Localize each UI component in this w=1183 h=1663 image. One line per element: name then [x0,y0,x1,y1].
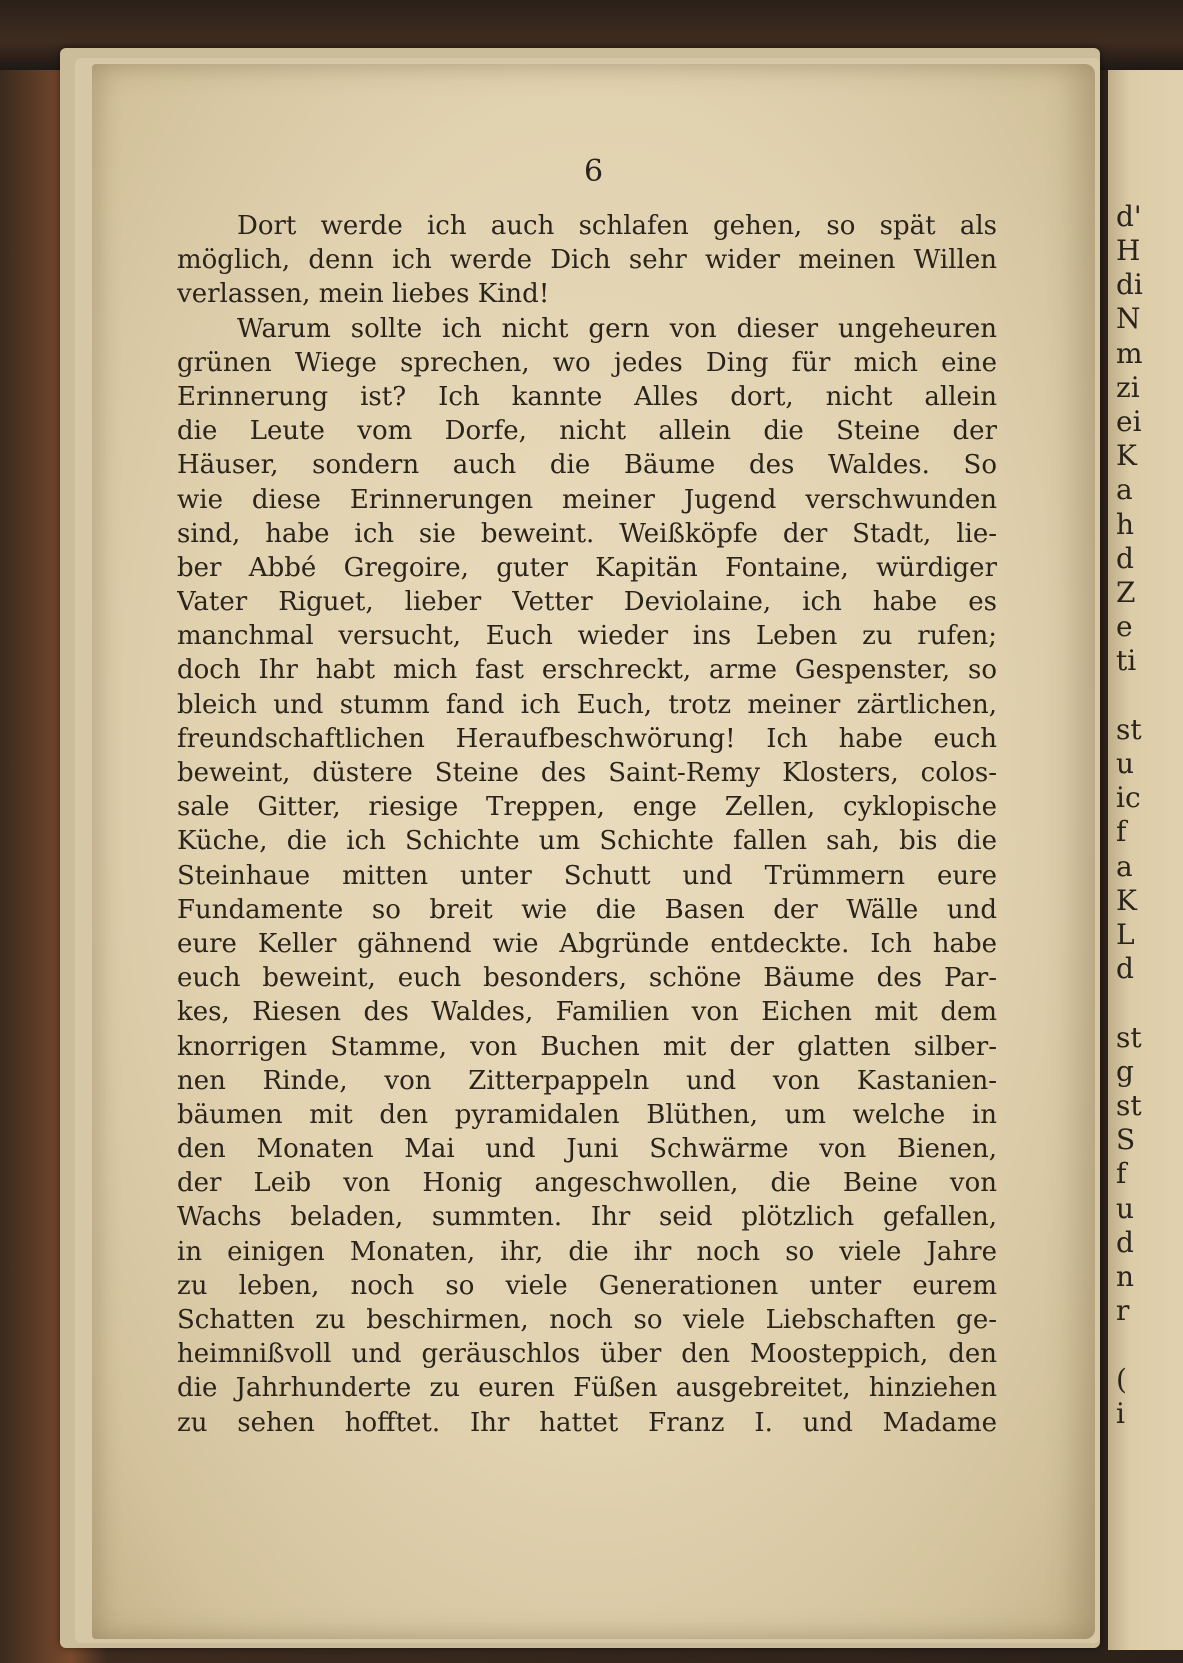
text-line: die Leute vom Dorfe, nicht allein die Steine der [177,416,997,447]
left-page [92,64,1095,1639]
text-line: nen Rinde, von Zitterpappeln und von Kastanien- [177,1065,997,1096]
text-line: sind, habe ich sie beweint. Weißköpfe der Stadt, lie- [177,518,997,549]
facing-page-fragment: N [1116,302,1141,336]
text-line: ber Abbé Gregoire, guter Kapitän Fontaine, würdiger [177,552,997,583]
text-line: Vater Riguet, lieber Vetter Deviolaine, ich habe es [177,587,997,618]
facing-page-fragment: ei [1116,405,1142,438]
facing-page-fragment: f [1116,815,1127,849]
facing-page-fragment: di [1116,268,1143,302]
text-line: grünen Wiege sprechen, wo jedes Ding für mich eine [177,347,997,378]
text-line: zu leben, noch so viele Generationen unter eurem [177,1270,997,1301]
facing-page-fragment: d [1116,952,1134,986]
text-line: möglich, denn ich werde Dich sehr wider meinen Willen [177,245,997,276]
page-number: 6 [583,154,604,189]
facing-page-fragment: ti [1116,644,1137,678]
facing-page-fragment: a [1116,849,1133,883]
text-line: Häuser, sondern auch die Bäume des Waldes. So [177,450,997,481]
text-line: Warum sollte ich nicht gern von dieser ungeheuren [237,313,997,344]
facing-page-fragment: st [1116,1020,1142,1054]
facing-page-fragment: K [1116,439,1137,473]
facing-page-fragment: g [1116,1054,1134,1088]
text-line: Fundamente so breit wie die Basen der Wälle und [177,894,997,925]
text-line: in einigen Monaten, ihr, die ihr noch so viele Jahre [177,1236,997,1267]
text-line: verlassen, mein liebes Kind! [177,279,550,310]
text-line: Erinnerung ist? Ich kannte Alles dort, nicht allein [177,381,997,412]
facing-page-fragment: d [1116,541,1134,575]
facing-page-edge [1108,70,1183,1650]
text-line: Dort werde ich auch schlafen gehen, so spät als [237,211,997,241]
facing-page-fragment: a [1116,473,1133,507]
facing-page-fragment: m [1116,336,1143,370]
facing-page-fragment: n [1116,1260,1135,1293]
text-line: freundschaftlichen Heraufbeschwörung! Ich habe euch [177,723,997,754]
text-line: Schatten zu beschirmen, noch so viele Liebschaften ge- [177,1305,997,1335]
facing-page-fragment: S [1116,1123,1136,1157]
facing-page-fragment: r [1116,1294,1130,1328]
facing-page-fragment: ( [1116,1362,1127,1396]
facing-page-fragment: e [1116,610,1133,644]
text-line: beweint, düstere Steine des Saint-Remy Klosters, colos- [177,758,997,788]
text-line: der Leib von Honig angeschwollen, die Beine von [177,1168,997,1199]
text-line: kes, Riesen des Waldes, Familien von Eichen mit dem [177,997,997,1028]
text-line: Küche, die ich Schichte um Schichte fallen sah, bis die [177,826,997,857]
text-line: euch beweint, euch besonders, schöne Bäume des Par- [177,963,997,994]
facing-page-fragment: st [1116,1089,1142,1122]
facing-page-fragment: d [1116,1225,1134,1259]
text-line: sale Gitter, riesige Treppen, enge Zellen, cyklopische [177,792,997,823]
text-line: zu sehen hofftet. Ihr hattet Franz I. und Madame [177,1407,997,1438]
facing-page-fragment: H [1116,234,1141,267]
facing-page-fragment: Z [1116,576,1136,609]
text-line: den Monaten Mai und Juni Schwärme von Bienen, [177,1134,997,1165]
facing-page-fragment: h [1116,507,1135,541]
text-line: wie diese Erinnerungen meiner Jugend verschwunden [177,484,997,515]
text-line: manchmal versucht, Euch wieder ins Leben zu rufen; [177,621,997,652]
facing-page-fragment: u [1116,1191,1135,1225]
text-line: bleich und stumm fand ich Euch, trotz meiner zärtlichen, [177,689,997,720]
facing-page-fragment: i [1116,1396,1125,1430]
facing-page-fragment: u [1116,747,1135,780]
facing-page-fragment: L [1116,918,1135,951]
text-line: Steinhaue mitten unter Schutt und Trümmern eure [177,860,997,891]
text-line: doch Ihr habt mich fast erschreckt, arme Gespenster, so [177,655,997,686]
facing-page-fragment: ic [1116,781,1141,815]
text-line: bäumen mit den pyramidalen Blüthen, um welche in [177,1099,997,1130]
text-line: eure Keller gähnend wie Abgründe entdeckte. Ich habe [177,928,997,959]
text-line: Wachs beladen, summten. Ihr seid plötzlich gefallen, [177,1202,997,1233]
facing-page-fragment: K [1116,883,1137,917]
text-line: die Jahrhunderte zu euren Füßen ausgebreitet, hinziehen [177,1373,997,1404]
body-text [177,209,997,1440]
facing-page-fragment: zi [1116,370,1140,404]
text-line: knorrigen Stamme, von Buchen mit der glatten silber- [177,1031,997,1062]
facing-page-fragment: f [1116,1157,1127,1191]
text-line: heimnißvoll und geräuschlos über den Moosteppich, den [177,1339,997,1370]
facing-page-fragment: st [1116,712,1142,746]
facing-page-fragment: d' [1116,199,1142,233]
